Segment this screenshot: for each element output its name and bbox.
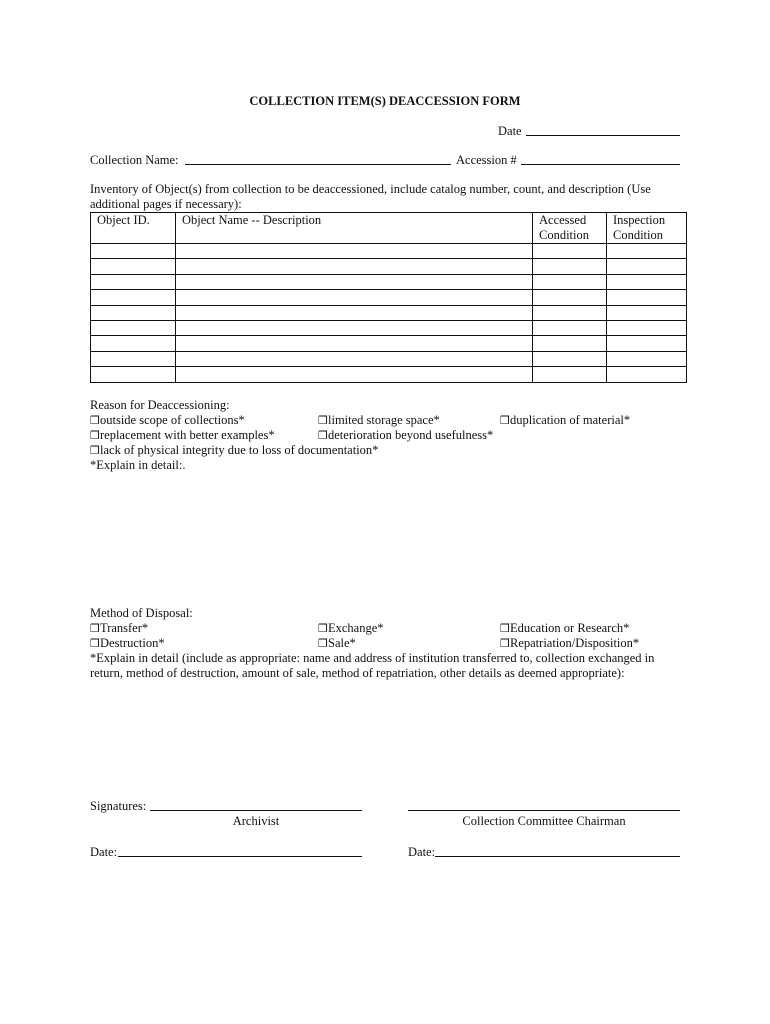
inventory-table xyxy=(90,212,687,383)
inspection-condition-cell[interactable] xyxy=(607,336,687,351)
object-name-cell[interactable] xyxy=(176,244,533,259)
accessed-condition-cell[interactable] xyxy=(533,244,607,259)
option-label: Exchange* xyxy=(328,621,384,635)
option-label: outside scope of collections* xyxy=(100,413,245,427)
object-id-cell[interactable] xyxy=(91,244,176,259)
collection-name-field[interactable] xyxy=(185,164,451,165)
inspection-condition-cell[interactable] xyxy=(607,244,687,259)
option-label: replacement with better examples* xyxy=(100,428,275,442)
table-row xyxy=(91,320,687,335)
accession-field[interactable] xyxy=(521,164,680,165)
chairman-caption: Collection Committee Chairman xyxy=(462,814,626,828)
checkbox-icon[interactable]: ❒ xyxy=(500,414,510,427)
checkbox-icon[interactable]: ❒ xyxy=(90,429,100,442)
checkbox-icon[interactable]: ❒ xyxy=(90,622,100,635)
column-header-object-name: Object Name -- Description xyxy=(176,213,533,244)
date-label: Date xyxy=(498,124,522,138)
option-label: Repatriation/Disposition* xyxy=(510,636,640,650)
inventory-instructions: Inventory of Object(s) from collection to be deaccessioned, include catalog number, count, and description (Use additional pages if necessary): xyxy=(90,182,651,211)
reason-heading: Reason for Deaccessioning: xyxy=(90,398,230,412)
object-id-cell[interactable] xyxy=(91,320,176,335)
disposal-option-education[interactable] xyxy=(500,621,629,636)
inventory-header-row xyxy=(91,213,687,244)
inspection-condition-cell[interactable] xyxy=(607,290,687,305)
option-label: Transfer* xyxy=(100,621,149,635)
checkbox-icon[interactable]: ❒ xyxy=(500,637,510,650)
object-id-cell[interactable] xyxy=(91,351,176,366)
disposal-option-sale[interactable] xyxy=(318,636,356,651)
checkbox-icon[interactable]: ❒ xyxy=(318,414,328,427)
disposal-explain-area[interactable] xyxy=(90,684,680,794)
object-name-cell[interactable] xyxy=(176,320,533,335)
accessed-condition-cell[interactable] xyxy=(533,274,607,289)
object-name-cell[interactable] xyxy=(176,290,533,305)
checkbox-icon[interactable]: ❒ xyxy=(90,637,100,650)
reason-option-replacement[interactable] xyxy=(90,428,275,443)
checkbox-icon[interactable]: ❒ xyxy=(318,429,328,442)
column-header-inspection-condition: Inspection Condition xyxy=(607,213,687,244)
object-name-cell[interactable] xyxy=(176,305,533,320)
disposal-option-transfer[interactable] xyxy=(90,621,148,636)
archivist-signature-line[interactable] xyxy=(150,810,362,811)
accessed-condition-cell[interactable] xyxy=(533,336,607,351)
column-header-accessed-condition: Accessed Condition xyxy=(533,213,607,244)
accessed-condition-cell[interactable] xyxy=(533,290,607,305)
object-id-cell[interactable] xyxy=(91,305,176,320)
table-row xyxy=(91,305,687,320)
object-name-cell[interactable] xyxy=(176,367,533,382)
disposal-option-repatriation[interactable] xyxy=(500,636,639,651)
checkbox-icon[interactable]: ❒ xyxy=(90,444,100,457)
table-row xyxy=(91,290,687,305)
archivist-caption: Archivist xyxy=(232,814,280,828)
reason-option-deterioration[interactable] xyxy=(318,428,493,443)
reason-option-outside-scope[interactable] xyxy=(90,413,245,428)
disposal-explain-label: *Explain in detail (include as appropriate: name and address of institution transferred to, collection exchanged in return, method of destruction, amount of sale, method of repatriation, other details as deemed appropriate): xyxy=(90,651,655,680)
archivist-date-label: Date: xyxy=(90,845,118,859)
reason-option-lack-of-integrity[interactable] xyxy=(90,443,378,458)
inspection-condition-cell[interactable] xyxy=(607,351,687,366)
form-title: COLLECTION ITEM(S) DEACCESSION FORM xyxy=(249,94,521,108)
date-field[interactable] xyxy=(526,135,680,136)
accessed-condition-cell[interactable] xyxy=(533,320,607,335)
table-row xyxy=(91,351,687,366)
reason-explain-area[interactable] xyxy=(90,476,680,596)
object-name-cell[interactable] xyxy=(176,259,533,274)
accession-label: Accession # xyxy=(456,153,517,167)
option-label: deterioration beyond usefulness* xyxy=(328,428,494,442)
table-row xyxy=(91,367,687,382)
chairman-signature-line[interactable] xyxy=(408,810,680,811)
disposal-option-destruction[interactable] xyxy=(90,636,165,651)
object-id-cell[interactable] xyxy=(91,274,176,289)
option-label: Education or Research* xyxy=(510,621,630,635)
accessed-condition-cell[interactable] xyxy=(533,367,607,382)
checkbox-icon[interactable]: ❒ xyxy=(500,622,510,635)
object-id-cell[interactable] xyxy=(91,367,176,382)
accessed-condition-cell[interactable] xyxy=(533,351,607,366)
reason-explain-label: *Explain in detail:. xyxy=(90,458,186,472)
option-label: lack of physical integrity due to loss of documentation* xyxy=(100,443,379,457)
collection-name-label: Collection Name: xyxy=(90,153,179,167)
inspection-condition-cell[interactable] xyxy=(607,274,687,289)
option-label: duplication of material* xyxy=(510,413,631,427)
reason-option-limited-storage[interactable] xyxy=(318,413,440,428)
object-id-cell[interactable] xyxy=(91,259,176,274)
signatures-label: Signatures: xyxy=(90,799,147,813)
checkbox-icon[interactable]: ❒ xyxy=(318,637,328,650)
accessed-condition-cell[interactable] xyxy=(533,305,607,320)
option-label: Destruction* xyxy=(100,636,165,650)
checkbox-icon[interactable]: ❒ xyxy=(90,414,100,427)
disposal-heading: Method of Disposal: xyxy=(90,606,193,620)
chairman-date-label: Date: xyxy=(408,845,436,859)
inspection-condition-cell[interactable] xyxy=(607,259,687,274)
table-row xyxy=(91,336,687,351)
table-row xyxy=(91,259,687,274)
checkbox-icon[interactable]: ❒ xyxy=(318,622,328,635)
object-name-cell[interactable] xyxy=(176,274,533,289)
inspection-condition-cell[interactable] xyxy=(607,367,687,382)
object-id-cell[interactable] xyxy=(91,336,176,351)
disposal-option-exchange[interactable] xyxy=(318,621,384,636)
inspection-condition-cell[interactable] xyxy=(607,305,687,320)
option-label: Sale* xyxy=(328,636,356,650)
chairman-date-line[interactable] xyxy=(435,856,680,857)
object-name-cell[interactable] xyxy=(176,351,533,366)
table-row xyxy=(91,244,687,259)
reason-option-duplication[interactable] xyxy=(500,413,630,428)
inspection-condition-cell[interactable] xyxy=(607,320,687,335)
archivist-date-line[interactable] xyxy=(118,856,362,857)
option-label: limited storage space* xyxy=(328,413,440,427)
accessed-condition-cell[interactable] xyxy=(533,259,607,274)
column-header-object-id: Object ID. xyxy=(91,213,176,244)
object-name-cell[interactable] xyxy=(176,336,533,351)
table-row xyxy=(91,274,687,289)
object-id-cell[interactable] xyxy=(91,290,176,305)
